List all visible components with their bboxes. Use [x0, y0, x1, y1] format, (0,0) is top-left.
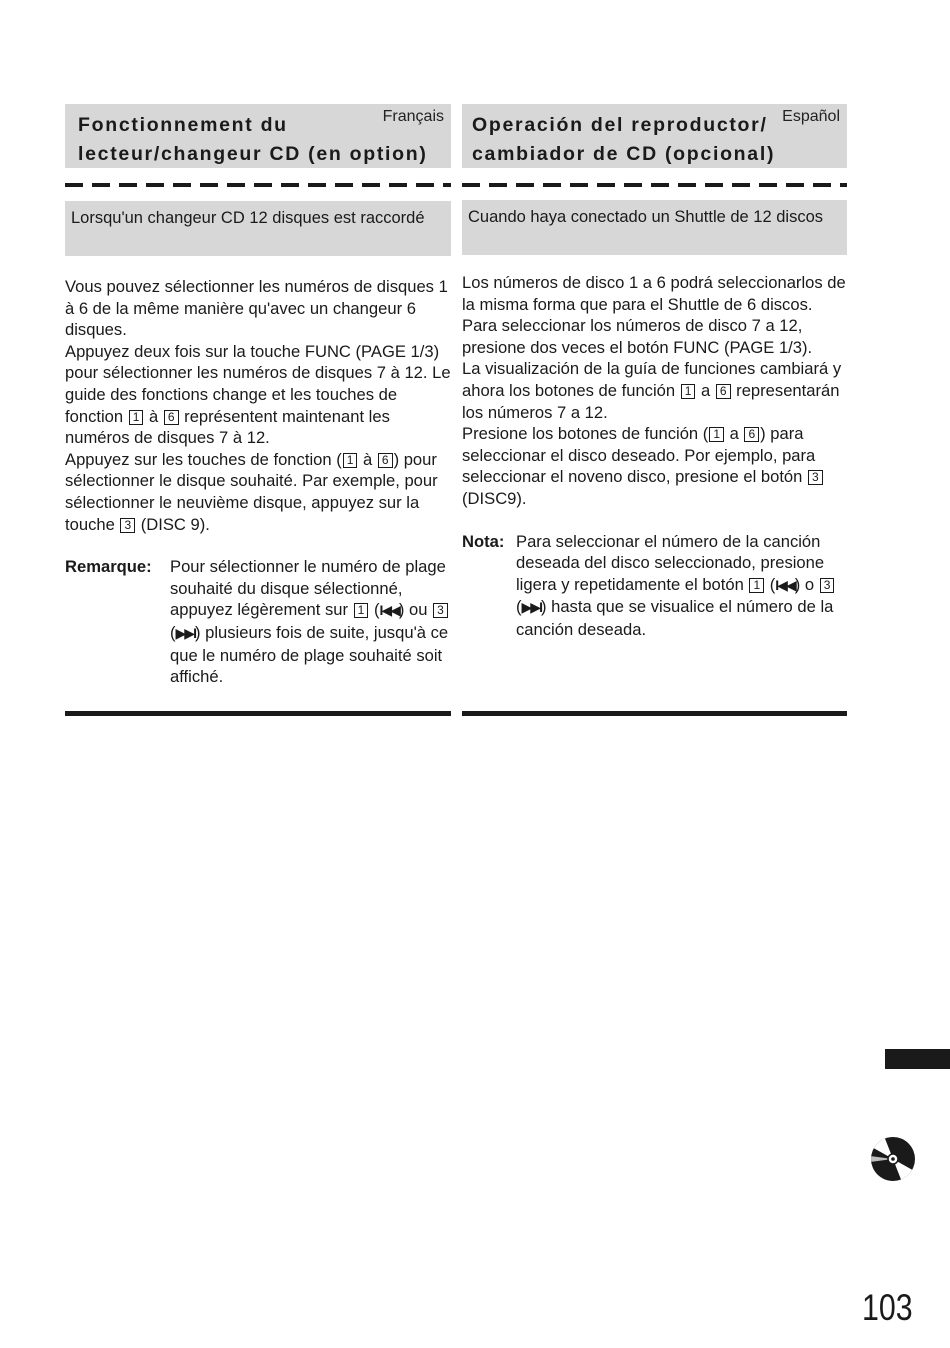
spanish-paragraph-4: Presione los botones de función ( 1 a 6 ) para seleccionar el disco deseado. Por ejemplo, para seleccionar el noveno disco, presione el botón 3 (DISC9). — [462, 423, 847, 509]
key-1: 1 — [749, 578, 764, 593]
french-paragraph-1: Vous pouvez sélectionner les numéros de disques 1 à 6 de la même manière qu'avec un changeur 6 disques. — [65, 277, 448, 340]
spanish-paragraph-2: Para seleccionar los números de disco 7 a 12, presione dos veces el botón FUNC (PAGE 1/3). — [462, 316, 813, 357]
spanish-paragraph-3: La visualización de la guía de funciones cambiará y ahora los botones de función 1 a 6 representarán los números 7 a 12. — [462, 359, 842, 422]
spanish-title-line2: cambiador de CD (opcional) — [472, 143, 776, 165]
french-paragraph-3: Appuyez sur les touches de fonction ( 1 à 6 ) pour sélectionner le disque souhaité. Par exemple, pour sélectionner le neuvième disque, appuyez sur la touche 3 (DISC 9). — [65, 449, 438, 534]
dashed-divider — [65, 183, 451, 187]
key-3: 3 — [820, 578, 835, 593]
french-note-label: Remarque: — [65, 557, 152, 577]
key-6: 6 — [744, 427, 759, 442]
key-3: 3 — [433, 603, 448, 618]
french-title-line1: Fonctionnement du — [78, 114, 288, 136]
french-title-line2: lecteur/changeur CD (en option) — [78, 143, 428, 165]
spanish-note-label: Nota: — [462, 531, 505, 551]
section-tab-marker — [885, 1049, 950, 1069]
previous-track-icon: I◀◀ — [775, 576, 795, 593]
spanish-paragraph-1: Los números de disco 1 a 6 podrá seleccionarlos de la misma forma que para el Shuttle de 6 discos. — [462, 273, 846, 314]
spanish-note-text: Para seleccionar el número de la canción deseada del disco seleccionado, presione ligera y repetidamente el botón 1 (I◀◀) o 3 (▶▶I) hasta que se visualice el número de la canción deseada. — [516, 531, 834, 639]
key-1: 1 — [681, 384, 696, 399]
key-1: 1 — [343, 453, 358, 468]
key-3: 3 — [120, 518, 135, 533]
next-track-icon: ▶▶I — [521, 599, 541, 616]
previous-track-icon: I◀◀ — [379, 602, 399, 619]
key-1: 1 — [354, 603, 369, 618]
french-bottom-rule — [65, 711, 451, 716]
key-6: 6 — [378, 453, 393, 468]
key-1: 1 — [129, 410, 144, 425]
french-paragraph-2: Appuyez deux fois sur la touche FUNC (PAGE 1/3) pour sélectionner les numéros de disques 7 à 12. Le guide des fonctions change et les touches de fonction 1 à 6 représentent maintenant les numéros de disques 7 à 12. — [65, 341, 451, 448]
spanish-note — [462, 531, 847, 641]
spanish-bottom-rule — [462, 711, 847, 716]
french-body — [65, 276, 451, 535]
spanish-subheading: Cuando haya conectado un Shuttle de 12 discos — [462, 200, 847, 255]
key-6: 6 — [164, 410, 179, 425]
french-column — [65, 104, 451, 688]
french-subheading: Lorsqu'un changeur CD 12 disques est raccordé — [65, 201, 451, 256]
dashed-divider — [462, 183, 847, 187]
spanish-body — [462, 272, 847, 510]
next-track-icon: ▶▶I — [175, 624, 195, 641]
key-3: 3 — [808, 470, 823, 485]
spanish-title-line1: Operación del reproductor/ — [472, 114, 768, 136]
key-1: 1 — [709, 427, 724, 442]
french-note-text: Pour sélectionner le numéro de plage souhaité du disque sélectionné, appuyez légèrement sur 1 (I◀◀) ou 3 (▶▶I) plusieurs fois de suite, jusqu'à ce que le numéro de plage souhaité soit affiché. — [170, 557, 449, 687]
french-language-label: Français — [382, 108, 444, 125]
spanish-column — [462, 104, 847, 641]
french-note — [65, 556, 451, 688]
spanish-language-label: Español — [782, 108, 840, 125]
spanish-title-box — [462, 104, 847, 168]
french-title-box — [65, 104, 451, 168]
page-number: 103 — [862, 1287, 913, 1328]
key-6: 6 — [716, 384, 731, 399]
cd-disc-icon — [870, 1136, 916, 1182]
